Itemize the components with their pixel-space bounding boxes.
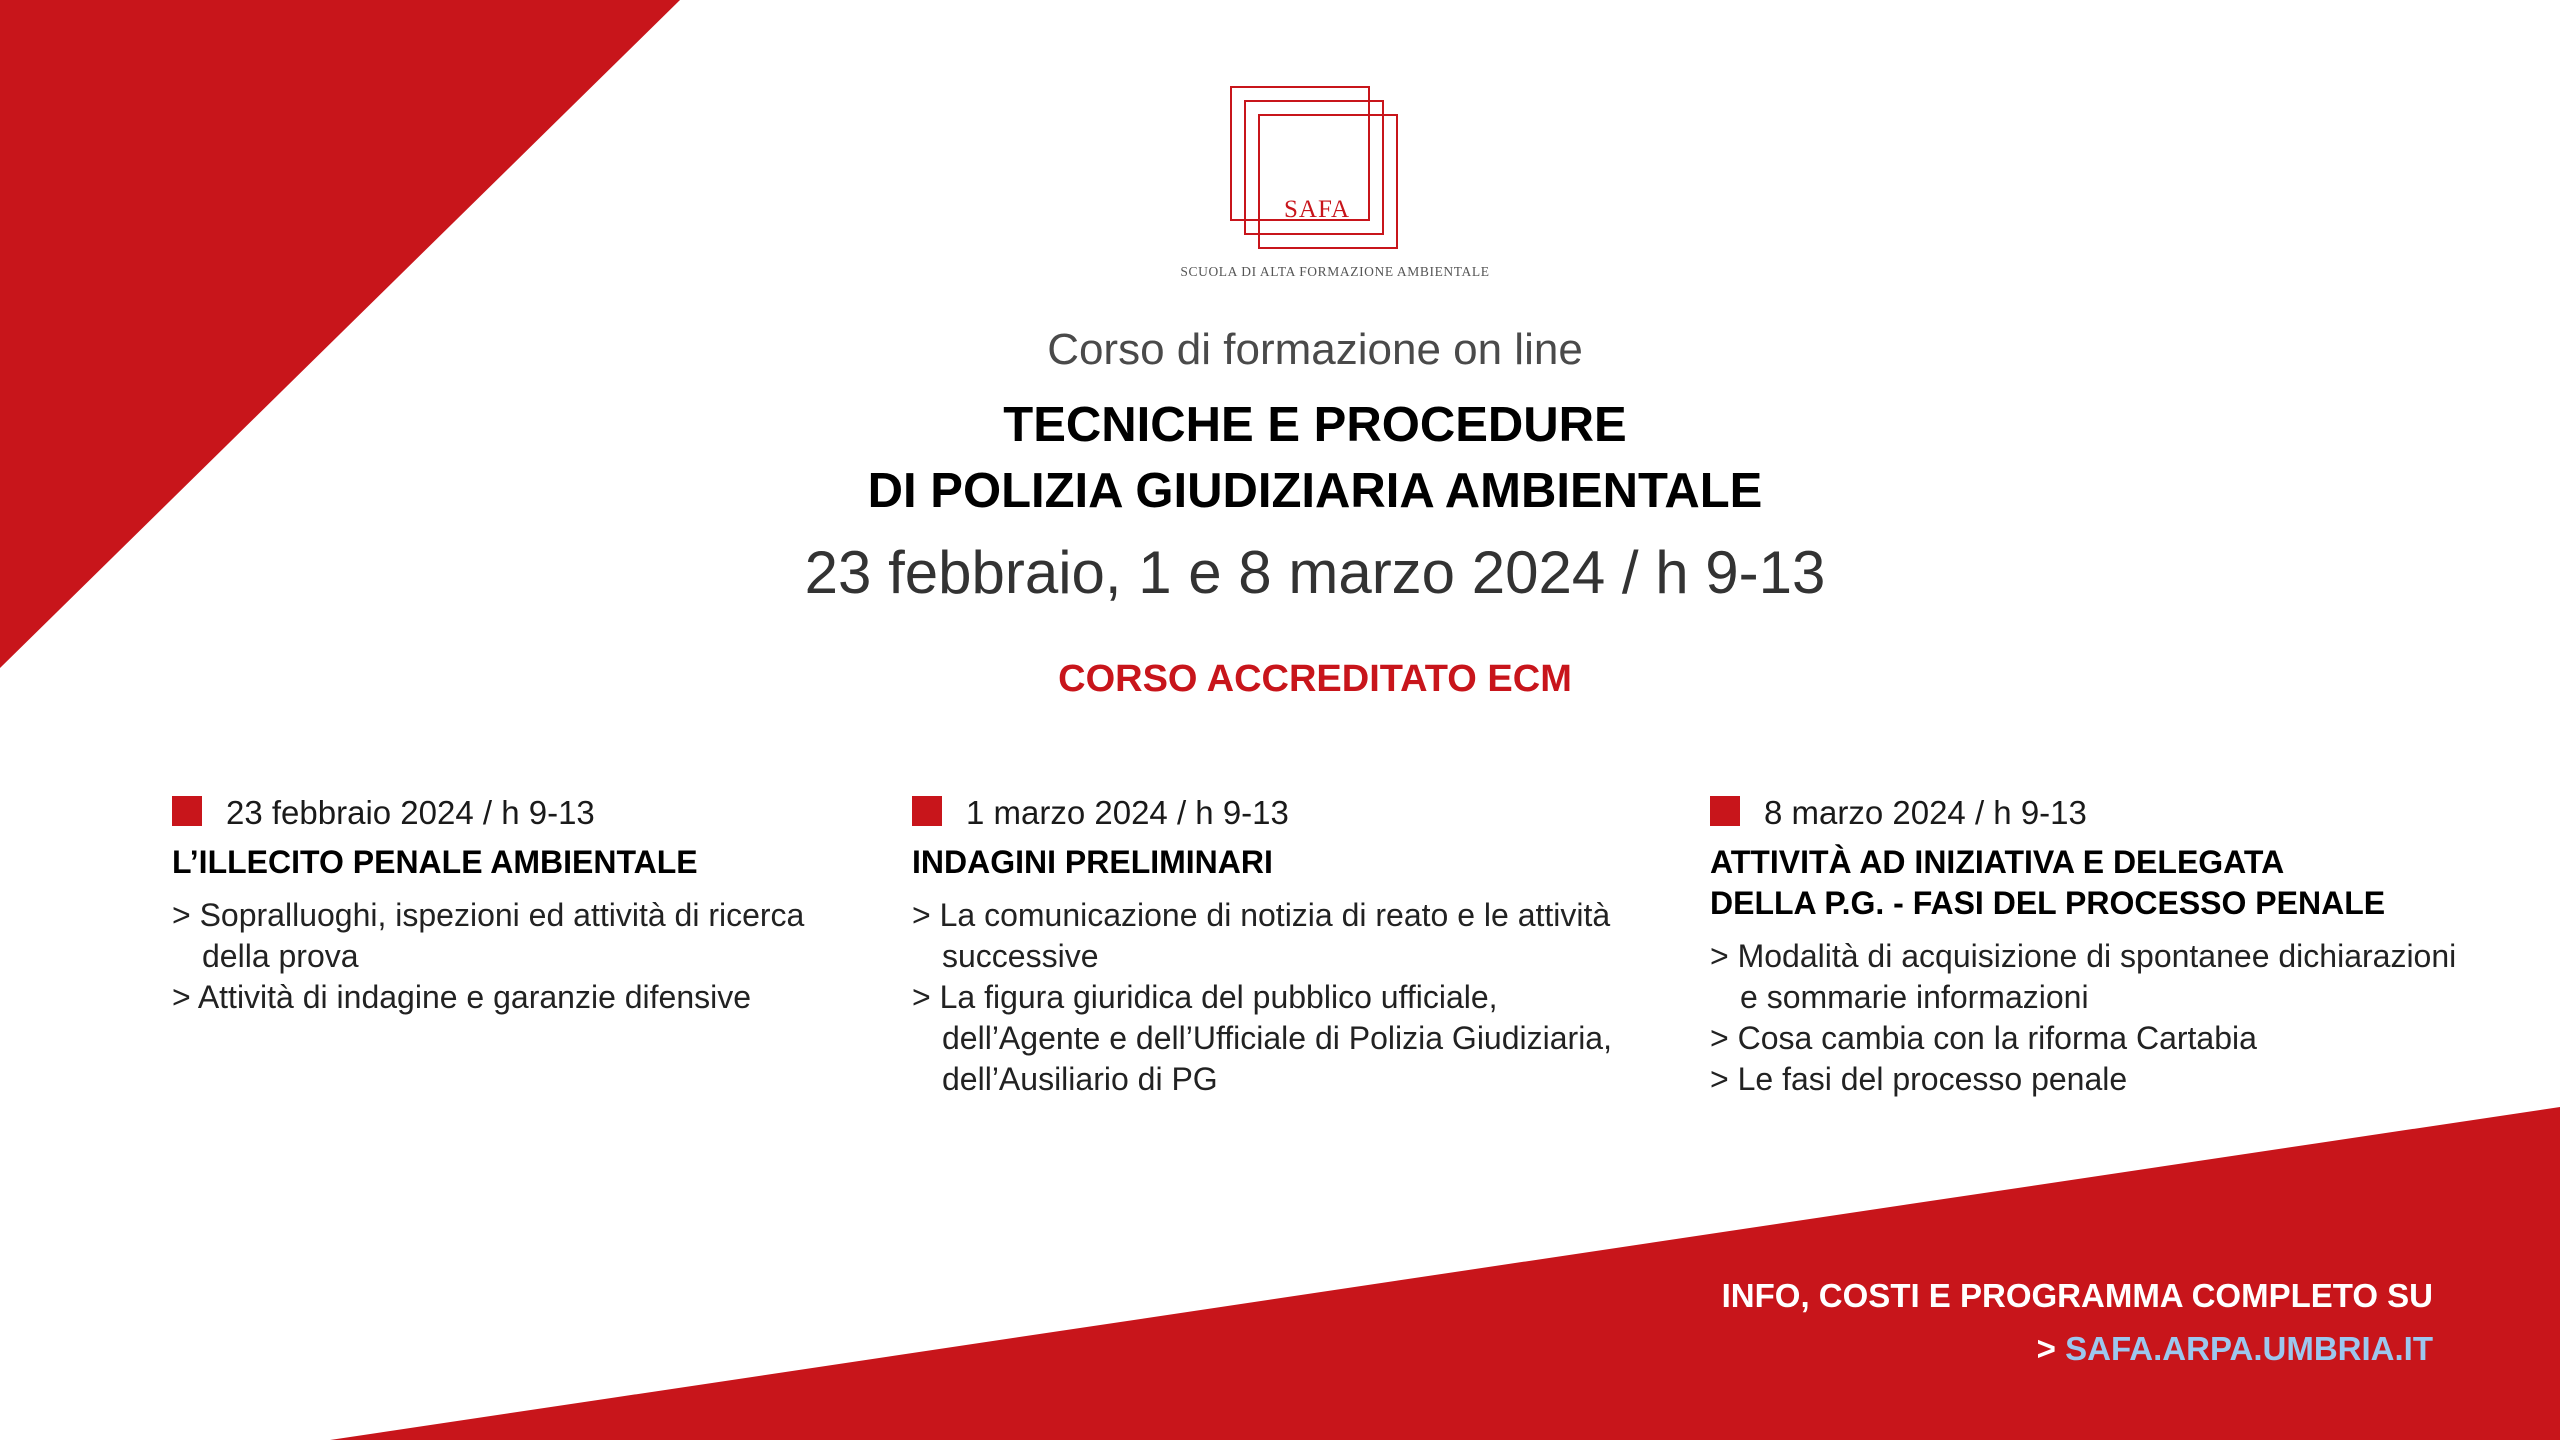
website-link-row (2037, 1330, 2433, 1368)
session-title: L’ILLECITO PENALE AMBIENTALE (172, 844, 698, 880)
logo-wordmark: SAFA (1284, 196, 1351, 223)
course-dates: 23 febbraio, 1 e 8 marzo 2024 / h 9-13 (804, 539, 1826, 606)
topic-item: > Le fasi del processo penale (1710, 1061, 2128, 1097)
session-topics (912, 895, 1652, 1100)
info-label: INFO, COSTI E PROGRAMMA COMPLETO SU (1721, 1277, 2433, 1314)
logo-subtitle: SCUOLA DI ALTA FORMAZIONE AMBIENTALE (1180, 264, 1490, 279)
red-square-bullet-icon (1710, 796, 1740, 826)
topic-item: > Modalità di acquisizione di spontanee dichiarazioni e sommarie informazioni (1710, 938, 2457, 1015)
session-date: 23 febbraio 2024 / h 9-13 (172, 790, 872, 836)
topic-item: > Cosa cambia con la riforma Cartabia (1710, 1020, 2257, 1056)
arrow-icon: > (2036, 1330, 2056, 1367)
topic-item: > Sopralluoghi, ispezioni ed attività di ricerca della prova (172, 897, 805, 974)
course-title-line-1: TECNICHE E PROCEDURE (1003, 398, 1627, 452)
course-title (0, 392, 2560, 524)
session-title: ATTIVITÀ AD INIZIATIVA E DELEGATA DELLA P.G. - FASI DEL PROCESSO PENALE (1710, 844, 2386, 921)
topic-item: > Attività di indagine e garanzie difensive (172, 979, 752, 1015)
session-topics (172, 895, 872, 1018)
bottom-red-band (330, 1107, 2560, 1440)
session-column-3 (1710, 790, 2470, 1100)
session-title: INDAGINI PRELIMINARI (912, 844, 1273, 880)
red-square-bullet-icon (912, 796, 942, 826)
course-type: Corso di formazione on line (1047, 325, 1583, 374)
safa-logo (1230, 86, 1400, 261)
website-link[interactable]: SAFA.ARPA.UMBRIA.IT (2065, 1330, 2433, 1367)
session-column-1 (172, 790, 872, 1018)
session-date: 1 marzo 2024 / h 9-13 (912, 790, 1652, 836)
accreditation-badge: CORSO ACCREDITATO ECM (1058, 658, 1572, 700)
session-column-2 (912, 790, 1652, 1100)
logo-square-3 (1258, 114, 1398, 249)
session-topics (1710, 936, 2470, 1100)
session-date: 8 marzo 2024 / h 9-13 (1710, 790, 2470, 836)
topic-item: > La figura giuridica del pubblico ufficiale, dell’Agente e dell’Ufficiale di Polizia Giudiziaria, dell’Ausiliario di PG (912, 979, 1612, 1097)
red-square-bullet-icon (172, 796, 202, 826)
topic-item: > La comunicazione di notizia di reato e le attività successive (912, 897, 1611, 974)
course-title-line-2: DI POLIZIA GIUDIZIARIA AMBIENTALE (867, 464, 1763, 518)
